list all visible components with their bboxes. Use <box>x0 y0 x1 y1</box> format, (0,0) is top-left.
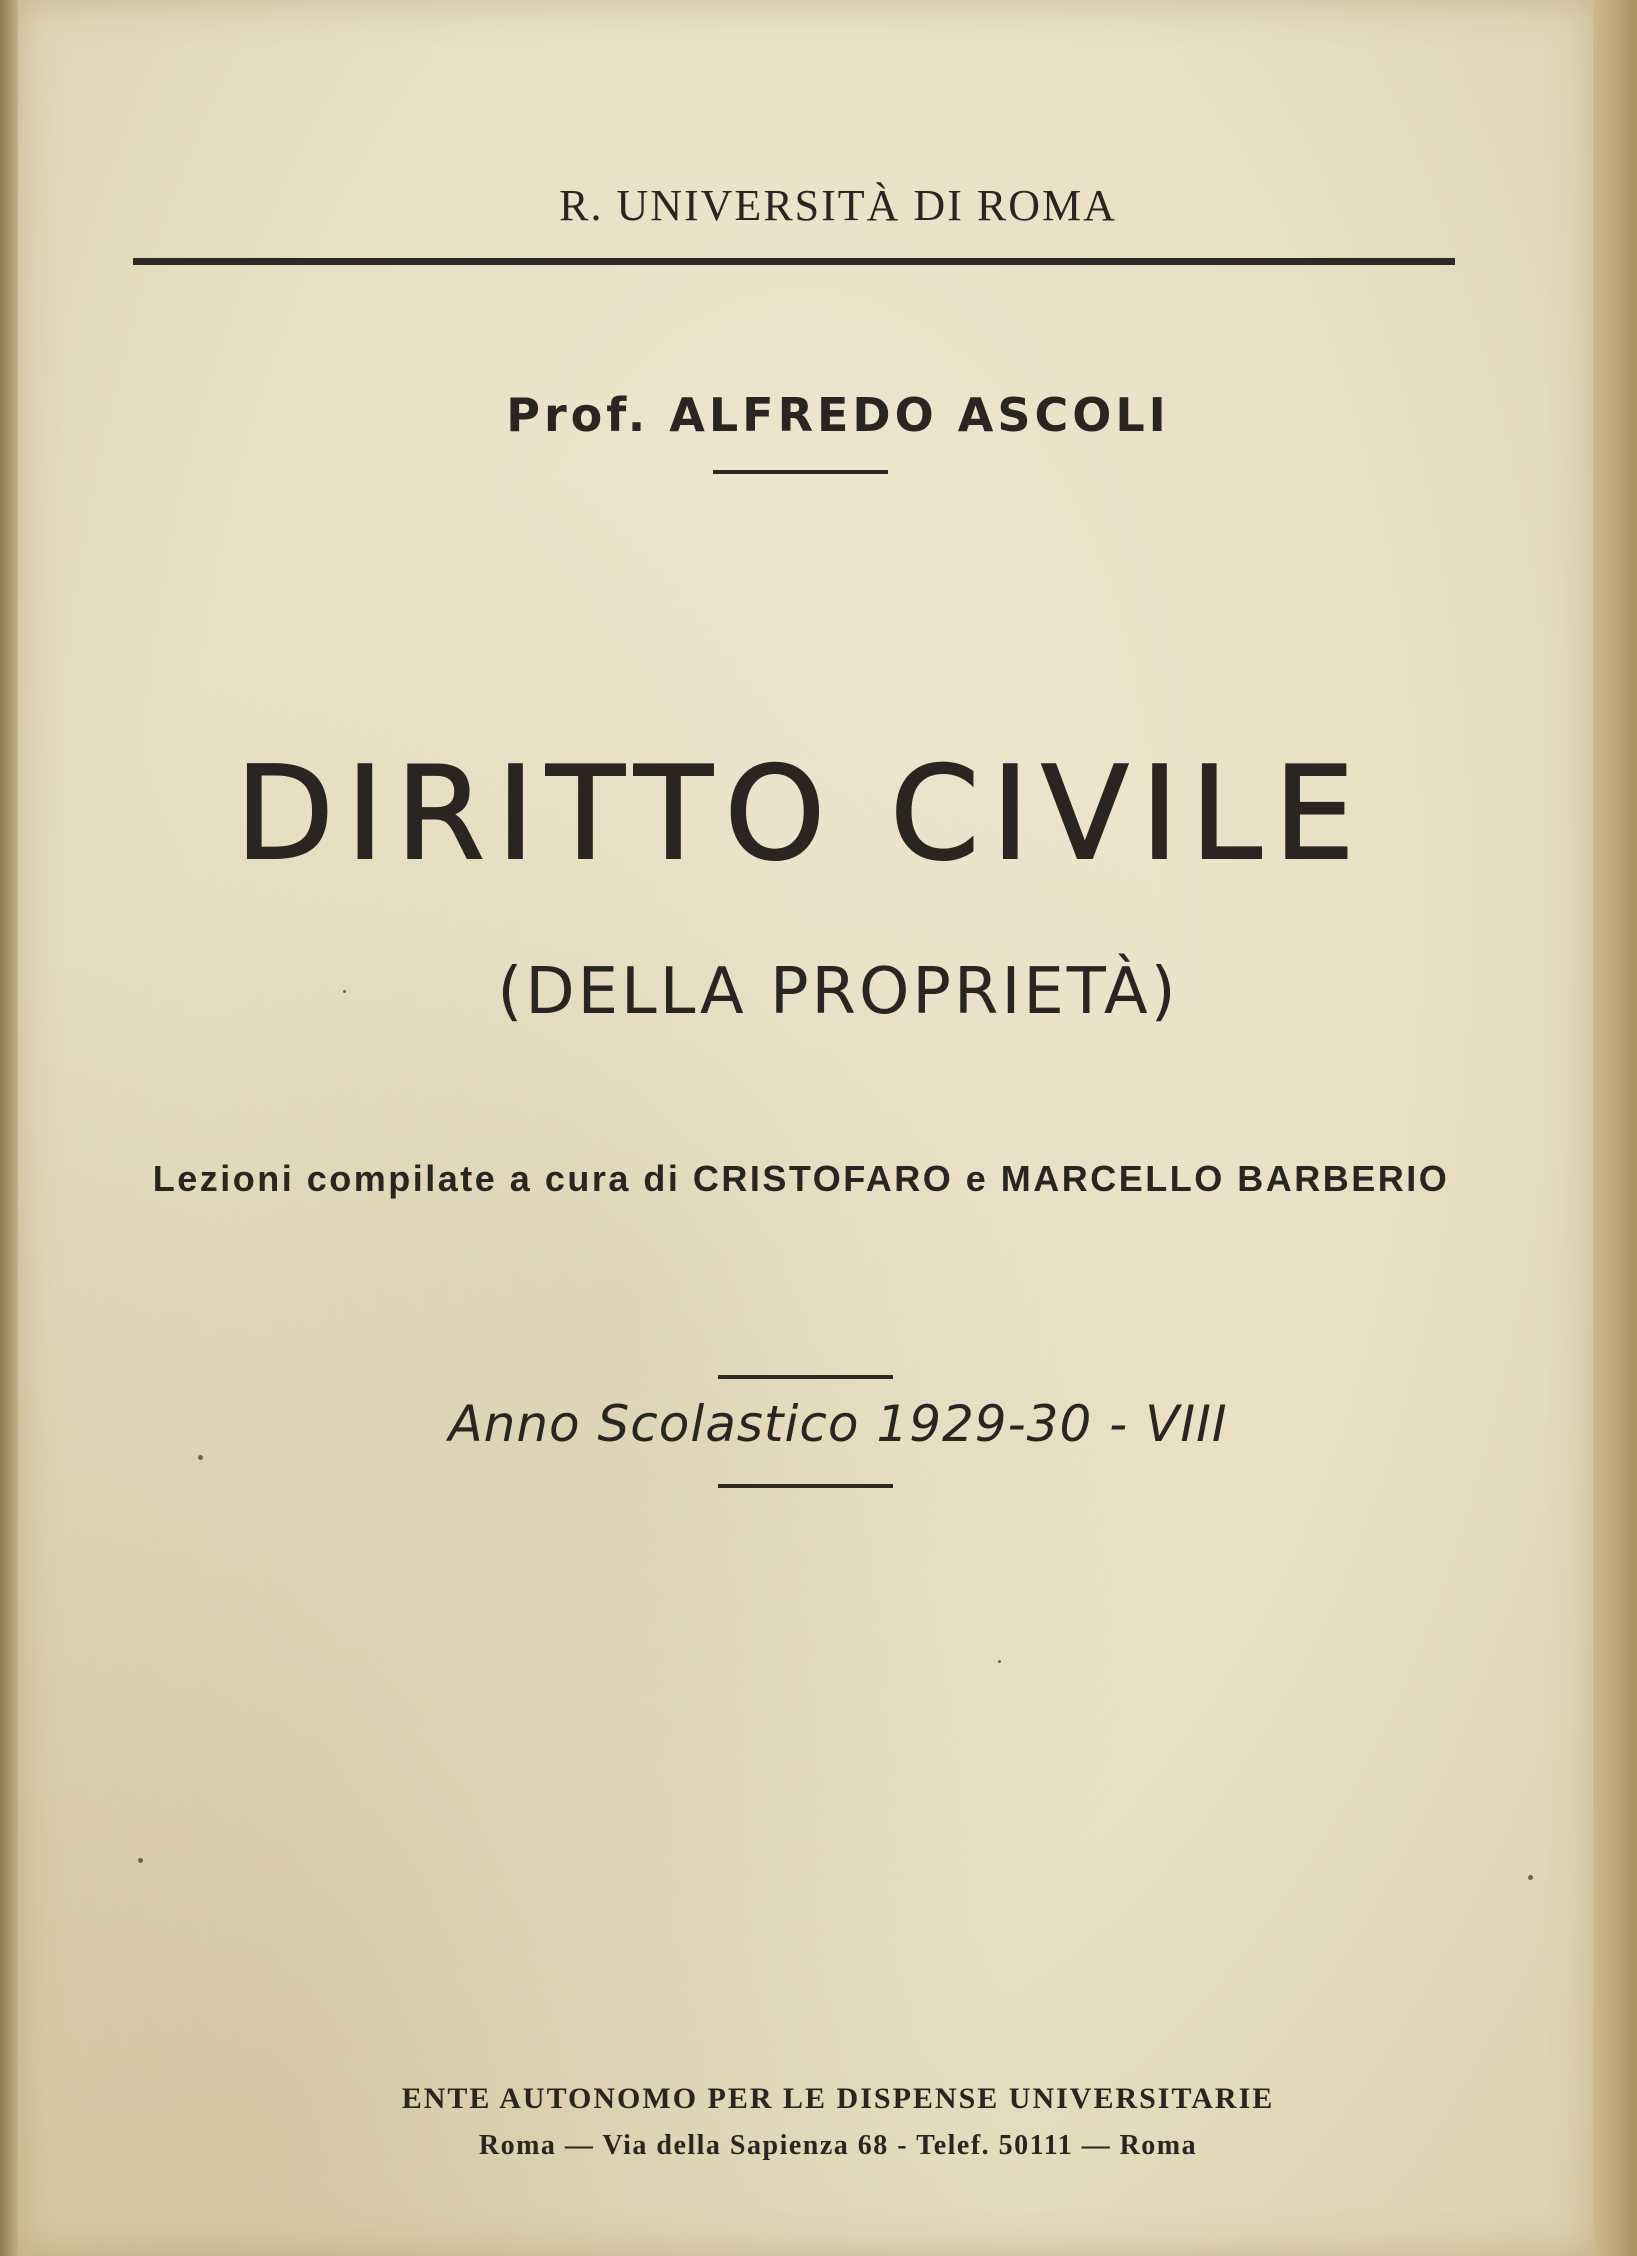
author-underline <box>713 470 888 474</box>
top-divider-rule <box>133 258 1455 265</box>
year-rule-below <box>718 1484 893 1488</box>
paper-speck <box>1528 1875 1533 1880</box>
university-heading: R. UNIVERSITÀ DI ROMA <box>559 181 1117 230</box>
page-left-edge <box>0 0 18 2256</box>
author-name: Prof. ALFREDO ASCOLI <box>506 388 1170 442</box>
page-right-edge <box>1593 0 1637 2256</box>
paper-speck <box>998 1660 1001 1663</box>
title-page <box>18 0 1593 2256</box>
publisher-address: Roma — Via della Sapienza 68 - Telef. 50111 — Roma <box>478 2130 1198 2161</box>
paper-speck <box>198 1455 203 1460</box>
academic-year: Anno Scolastico 1929-30 - VIII <box>448 1395 1228 1453</box>
paper-speck <box>138 1858 143 1863</box>
paper-speck <box>343 990 346 993</box>
year-rule-above <box>718 1375 893 1379</box>
lecture-credits: Lezioni compilate a cura di CRISTOFARO e MARCELLO BARBERIO <box>152 1158 1450 1199</box>
book-title: DIRITTO CIVILE <box>235 740 1367 889</box>
book-subtitle: (DELLA PROPRIETÀ) <box>497 955 1179 1029</box>
publisher-name: ENTE AUTONOMO PER LE DISPENSE UNIVERSITARIE <box>401 2082 1275 2115</box>
